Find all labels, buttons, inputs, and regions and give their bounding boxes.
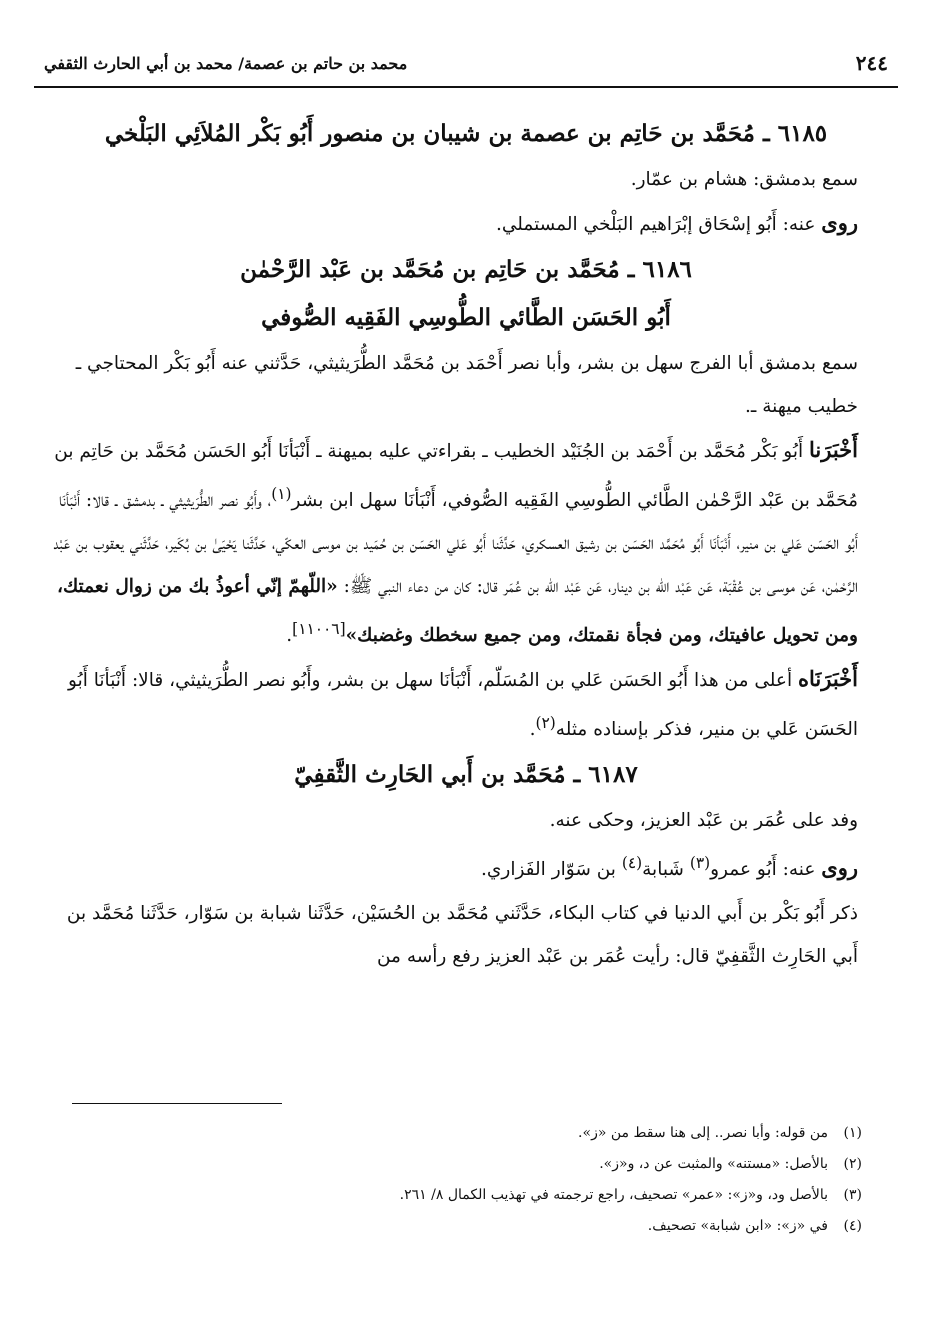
entry-6186-para3: أَخْبَرَنَاه أعلى من هذا أَبُو الحَسَن عَلي بن المُسَلّم، أَنْبَأنَا سهل بن بشر، وأَبُو نصر الطُّرَيثيثي، قالا: أَنْبَأنَا أَبُو الحَسَن عَلي بن منير، فذكر بإسناده مثله$^{(٢)}$.	[68, 666, 858, 741]
entry-6186-para1: سمع بدمشق أبا الفرج سهل بن بشر، وأبا نصر أَحْمَد بن مُحَمَّد الطُّرَيثيثي، حَدَّثني عنه أَبُو بَكْر المحتاجي ـ خطيب ميهنة ـ.	[75, 353, 858, 417]
running-title: محمد بن حاتم بن عصمة/ محمد بن أبي الحارث الثقفي	[44, 53, 408, 73]
footnote-number: (١)	[843, 1125, 862, 1141]
para3-text: أعلى من هذا أَبُو الحَسَن عَلي بن المُسَلّم، أَنْبَأنَا سهل بن بشر، وأَبُو نصر الطُّرَيثيثي، قالا: أَنْبَأنَا أَبُو الحَسَن عَلي بن منير، فذكر بإسناده مثله	[68, 670, 858, 741]
footnote-ref-2[interactable]: (٢)	[535, 714, 556, 733]
isnad-part2: ، وأَبُو نصر الطُّرَيثيثي ـ بدمشق ـ قالا: أَنْبَأنَا أَبُو الحَسَن عَلي بن منير، أَنْبَأنَا أَبُو مُحَمَّد الحَسَن بن رشيق العسكري، حَدَّثَنا أَبُو عَلي الحَسَن بن حُمَيد بن موسى العكّي، حَدَّثَنا يَحْيَىٰ بن بُكَير، حَدَّثَني يعقوب بن عَبْد الرَّحْمٰن، عَن موسى بن عُقْبَة، عَن عَبْد اللّه بن دينار، عَن عَبْد اللّه بن عُمَر قال: كان من دعاء النبي ﷺ:	[53, 490, 858, 598]
footnote-text: من قوله: وأبا نصر.. إلى هنا سقط من «ز».	[578, 1125, 828, 1141]
rawa-text-a: عنه: أَبُو عمرو	[710, 859, 822, 881]
entry-6187-line1: وفد على عُمَر بن عَبْد العزيز، وحكى عنه.	[549, 810, 858, 832]
footnote-ref-4[interactable]: (٤)	[621, 854, 643, 873]
entry-6185-rawa	[44, 201, 888, 246]
footnote-text: بالأصل: «مستنه» والمثبت عن د، و«ز».	[599, 1156, 828, 1172]
akhbaranahu-keyword: أَخْبَرَنَاه	[798, 666, 858, 692]
footnote-1	[70, 1118, 862, 1149]
rawa-text-c: بن سَوّار الفَزاري.	[481, 859, 622, 881]
akhbarana-keyword: أَخْبَرَنا	[809, 437, 858, 462]
footnote-ref-1[interactable]: (١)	[271, 485, 292, 503]
entry-6186-subtitle: أَبُو الحَسَن الطَّائي الطُّوسِي الفَقِيه الصُّوفي	[261, 304, 671, 331]
footnote-4	[70, 1211, 862, 1242]
entry-6185-line1: سمع بدمشق: هشام بن عمّار.	[630, 169, 858, 190]
entry-6185-title: ٦١٨٥ ـ مُحَمَّد بن حَاتِم بن عصمة بن شيبان بن منصور أَبُو بَكْر المُلاَئِي البَلْخي	[104, 120, 828, 147]
footnote-3	[70, 1180, 862, 1211]
rawa-label: روى	[821, 855, 858, 881]
footnote-number: (٢)	[843, 1156, 862, 1172]
entry-6186-title: ٦١٨٦ ـ مُحَمَّد بن حَاتِم بن مُحَمَّد بن عَبْد الرَّحْمٰن	[240, 256, 692, 283]
entry-6187-title: ٦١٨٧ ـ مُحَمَّد بن أَبي الحَارِث الثَّقفِيّ	[294, 761, 638, 789]
header-rule	[34, 86, 898, 88]
rawa-label: روى	[821, 210, 858, 235]
footnote-rule	[72, 1103, 282, 1104]
running-head	[44, 44, 888, 82]
footnotes	[70, 1118, 862, 1242]
hadith-text: «اللّهمّ إنّي أعوذُ بك من زوال نعمتك، ومن تحويل عافيتك، ومن فجأة نقمتك، ومن جميع سخطك وغضبك»	[56, 576, 858, 647]
isnad-part1: أَبُو بَكْر مُحَمَّد بن أَحْمَد بن الجُنَيْد الخطيب ـ بقراءتي عليه بميهنة ـ أَنْبَأنَا أَبُو الحَسَن مُحَمَّد بن حَاتِم بن مُحَمَّد بن عَبْد الرَّحْمٰن الطَّائي الطُّوسِي الفَقِيه الصُّوفي، أَنْبَأنَا سهل ابن بشر	[54, 441, 858, 512]
hadith-number: [١١٠٠٦]	[292, 620, 346, 639]
entry-6187-para: ذكر أَبُو بَكْر بن أَبي الدنيا في كتاب البكاء، حَدَّثَني مُحَمَّد بن الحُسَيْن، حَدَّثَنا شبابة بن سَوّار، حَدَّثَنا مُحَمَّد بن أَبي الحَارِث الثَّقفِيّ قال: رأيت عُمَر بن عَبْد العزيز رفع رأسه من	[66, 902, 858, 967]
page-number: ٢٤٤	[855, 51, 888, 75]
footnote-text: بالأصل ود، و«ز»: «عمر» تصحيف، راجع ترجمته في تهذيب الكمال ٨/ ٢٦١.	[399, 1187, 828, 1203]
footnote-text: في «ز»: «ابن شبابة» تصحيف.	[647, 1218, 828, 1234]
rawa-text-b: شَبابة	[642, 859, 690, 881]
footnote-2	[70, 1149, 862, 1180]
rawa-text: عنه: أَبُو إسْحَاق إبْرَاهيم البَلْخي المستملي.	[495, 214, 822, 235]
main-text	[44, 110, 888, 1110]
footnote-ref-3[interactable]: (٣)	[689, 854, 711, 873]
footnote-number: (٣)	[843, 1187, 862, 1203]
entry-6187-rawa	[44, 842, 888, 891]
footnote-number: (٤)	[843, 1218, 862, 1234]
entry-6186-isnad: أَخْبَرَنا أَبُو بَكْر مُحَمَّد بن أَحْمَد بن الجُنَيْد الخطيب ـ بقراءتي عليه بميهنة ـ أَنْبَأنَا أَبُو الحَسَن مُحَمَّد بن حَاتِم بن مُحَمَّد بن عَبْد الرَّحْمٰن الطَّائي الطُّوسِي الفَقِيه الصُّوفي، أَنْبَأنَا سهل ابن بشر$^{(١)}$، وأَبُو نصر الطُّرَيثيثي ـ بدمشق ـ قالا: أَنْبَأنَا أَبُو الحَسَن عَلي بن منير، أَنْبَأنَا أَبُو مُحَمَّد الحَسَن بن رشيق العسكري، حَدَّثَنا أَبُو عَلي الحَسَن بن حُمَيد بن موسى العكّي، حَدَّثَنا يَحْيَىٰ بن بُكَير، حَدَّثَني يعقوب بن عَبْد الرَّحْمٰن، عَن موسى بن عُقْبَة، عَن عَبْد اللّه بن دينار، عَن عَبْد اللّه بن عُمَر قال: كان من دعاء النبي ﷺ: «اللّهمّ إنّي أعوذُ بك من زوال نعمتك، ومن تحويل عافيتك، ومن فجأة نقمتك، ومن جميع سخطك وغضبك»[١١٠٠٦].	[53, 437, 858, 647]
